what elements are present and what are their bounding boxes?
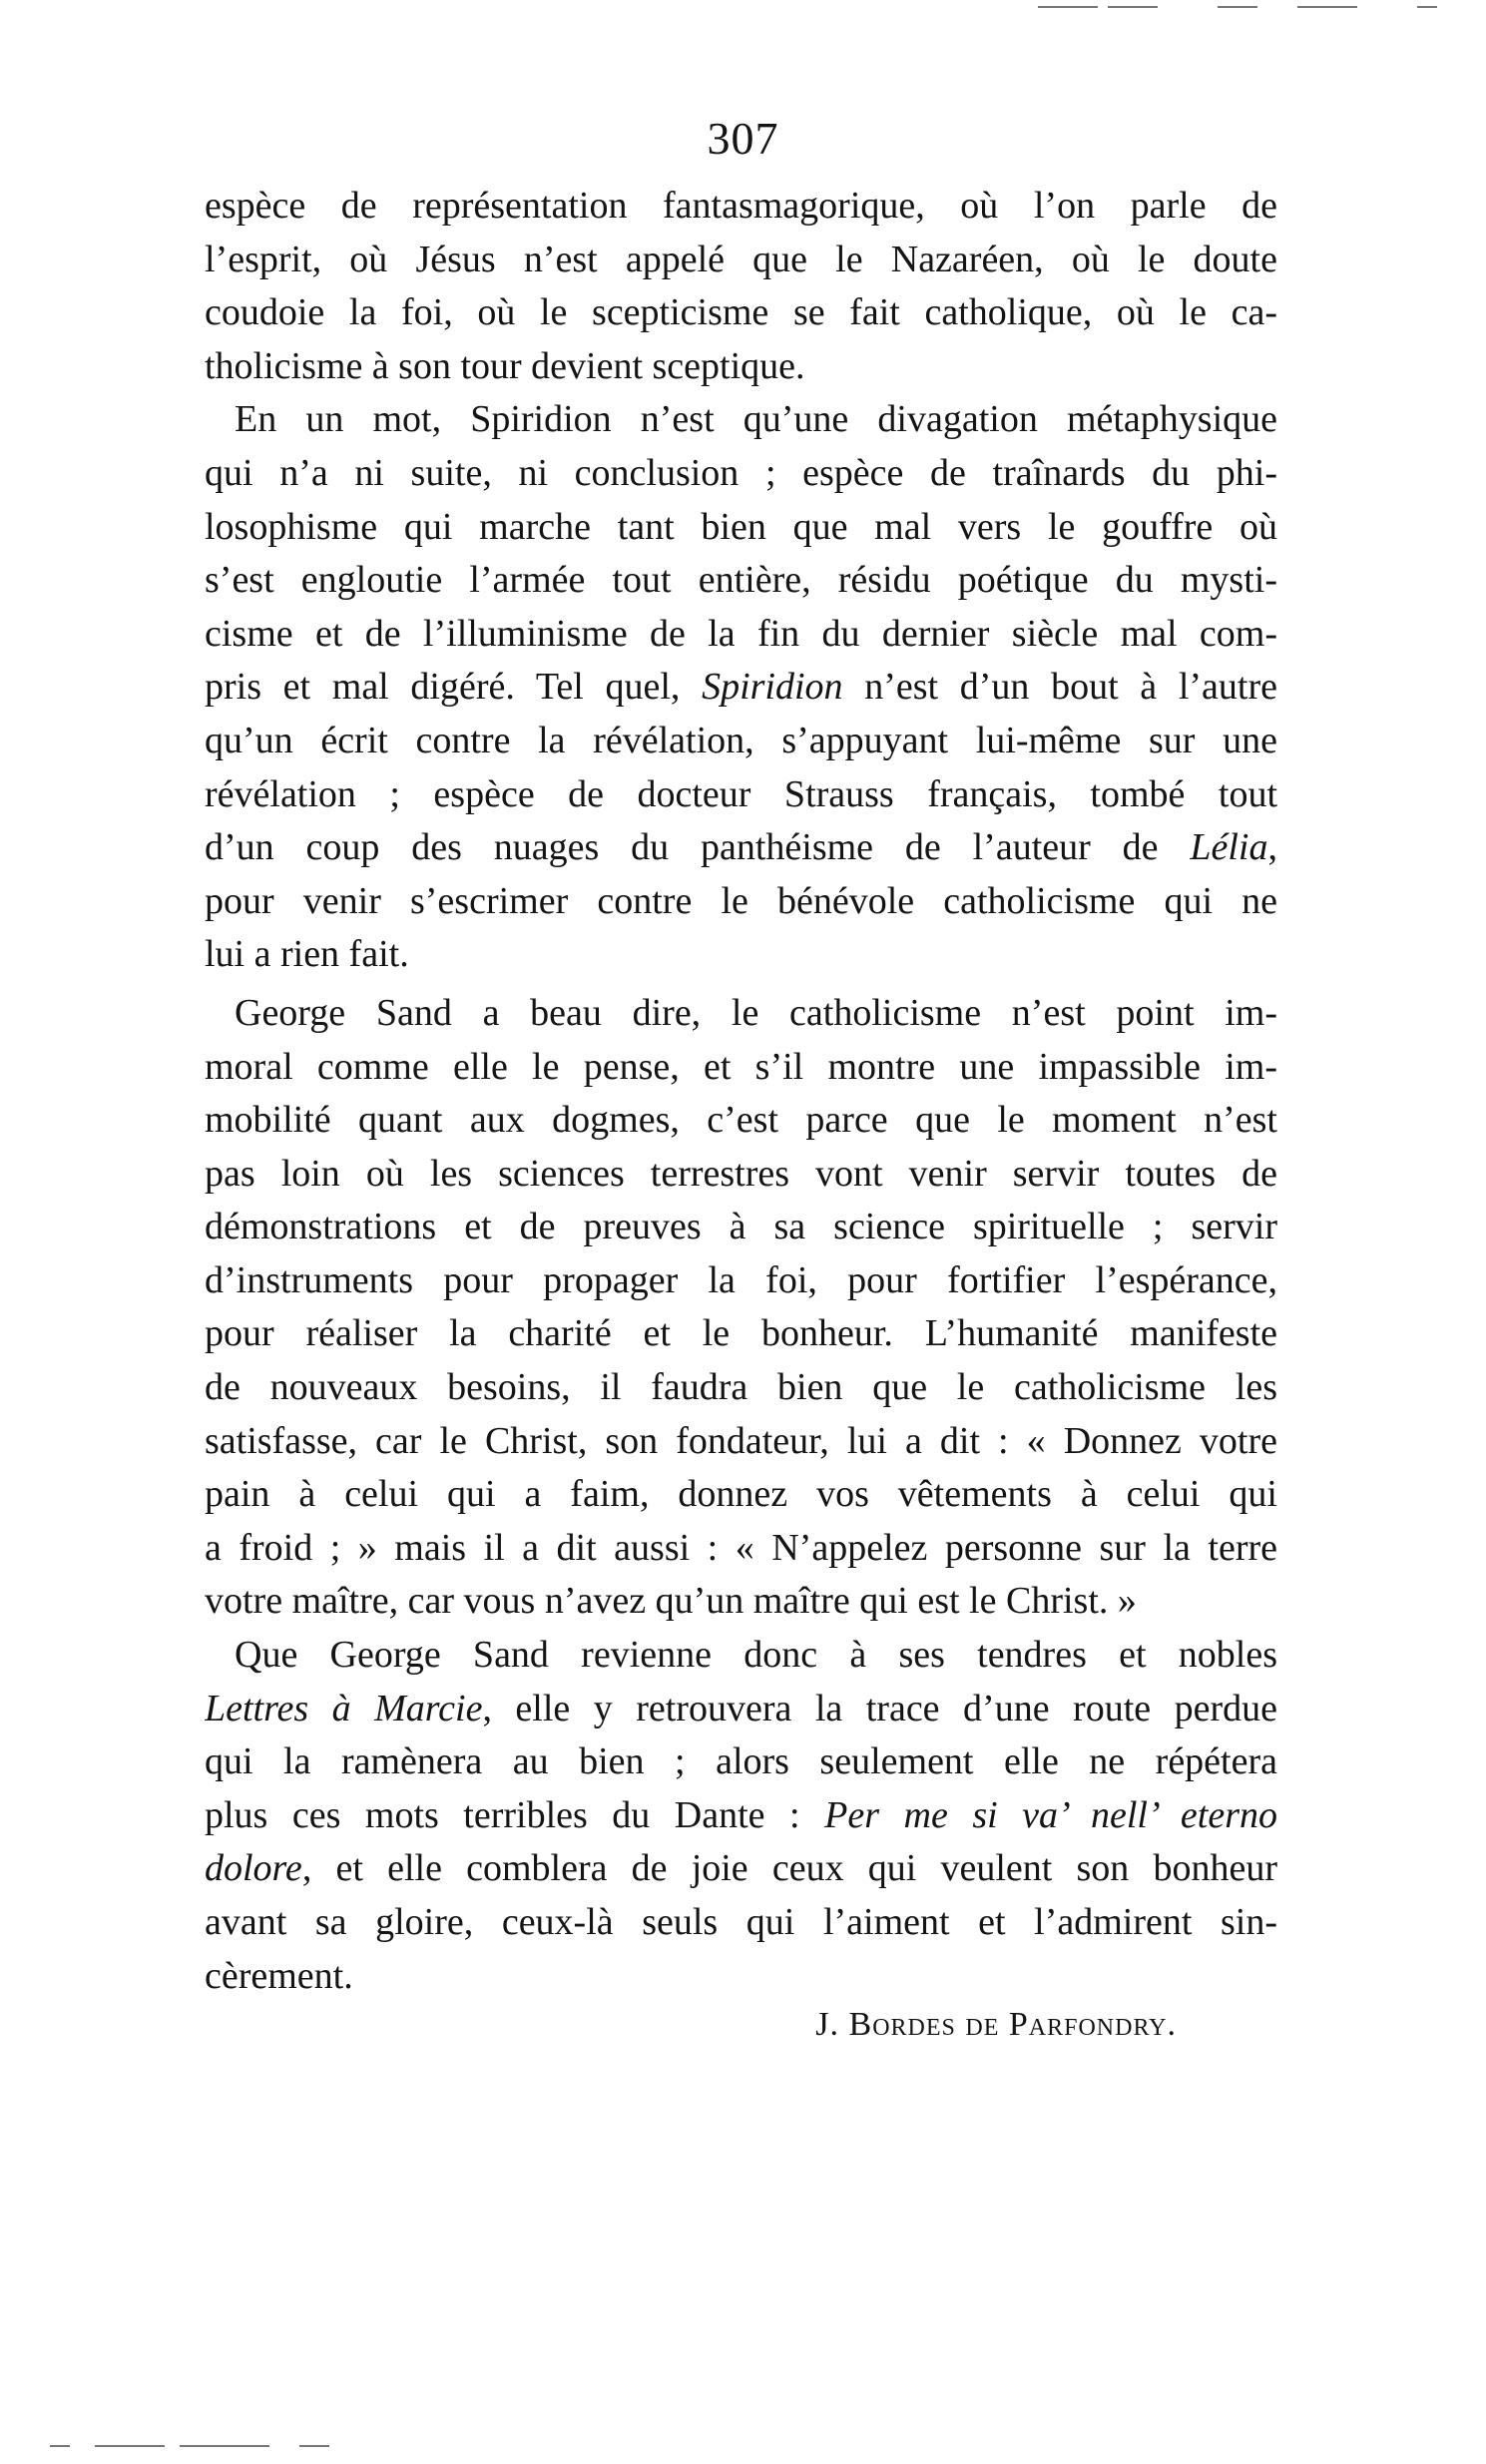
text-line: qu’un écrit contre la révélation, s’appuyant lui-même sur une xyxy=(205,719,1277,761)
text-line: qui la ramènera au bien ; alors seulement elle ne répétera xyxy=(205,1740,1277,1783)
text-line: moral comme elle le pense, et s’il montre une impassible im- xyxy=(205,1045,1277,1088)
text-line: pris et mal digéré. Tel quel, Spiridion n’est d’un bout à l’autre xyxy=(205,666,1277,709)
author-signature: J. Bordes de Parfondry. xyxy=(815,2006,1177,2043)
text-line: pour réaliser la charité et le bonheur. L’humanité manifeste xyxy=(205,1312,1277,1355)
text-line: a froid ; » mais il a dit aussi : « N’appelez personne sur la terre xyxy=(205,1526,1277,1569)
paragraph xyxy=(205,987,1277,1629)
text-line: d’instruments pour propager la foi, pour fortifier l’espérance, xyxy=(205,1258,1277,1301)
text-line: pour venir s’escrimer contre le bénévole catholicisme qui ne xyxy=(205,879,1277,922)
text-line: pain à celui qui a faim, donnez vos vêtements à celui qui xyxy=(205,1473,1277,1516)
text-line: s’est engloutie l’armée tout entière, résidu poétique du mysti- xyxy=(205,559,1277,602)
paragraph xyxy=(205,393,1277,982)
bottom-edge-mark xyxy=(95,2445,165,2447)
text-line: cisme et de l’illuminisme de la fin du dernier siècle mal com- xyxy=(205,612,1277,655)
page-number: 307 xyxy=(707,113,779,164)
text-line: l’esprit, où Jésus n’est appelé que le Nazaréen, où le doute xyxy=(205,238,1277,280)
paragraph xyxy=(205,1629,1277,2003)
text-line: Lettres à Marcie, elle y retrouvera la trace d’une route perdue xyxy=(205,1687,1277,1729)
top-edge-mark xyxy=(1417,6,1437,8)
text-line: losophisme qui marche tant bien que mal vers le gouffre où xyxy=(205,505,1277,548)
body-text xyxy=(205,180,1277,2003)
text-line: tholicisme à son tour devient sceptique. xyxy=(205,344,805,387)
text-line: démonstrations et de preuves à sa science spirituelle ; servir xyxy=(205,1206,1277,1248)
text-line: satisfasse, car le Christ, son fondateur, lui a dit : « Donnez votre xyxy=(205,1419,1277,1462)
top-edge-mark xyxy=(1038,6,1098,8)
text-line: En un mot, Spiridion n’est qu’une divagation métaphysique xyxy=(235,398,1277,441)
text-line: espèce de représentation fantasmagorique, où l’on parle de xyxy=(205,185,1277,227)
text-line: pas loin où les sciences terrestres vont venir servir toutes de xyxy=(205,1152,1277,1195)
text-line: d’un coup des nuages du panthéisme de l’auteur de Lélia, xyxy=(205,826,1277,869)
text-line: votre maître, car vous n’avez qu’un maître qui est le Christ. » xyxy=(205,1580,1137,1623)
top-edge-mark xyxy=(1297,6,1357,8)
text-line: dolore, et elle comblera de joie ceux qui veulent son bonheur xyxy=(205,1847,1277,1890)
text-line: cèrement. xyxy=(205,1954,353,1997)
bottom-edge-mark xyxy=(180,2445,269,2447)
paragraph xyxy=(205,180,1277,393)
text-line: avant sa gloire, ceux-là seuls qui l’aiment et l’admirent sin- xyxy=(205,1901,1277,1943)
text-line: coudoie la foi, où le scepticisme se fait catholique, où le ca- xyxy=(205,291,1277,334)
text-line: qui n’a ni suite, ni conclusion ; espèce de traînards du phi- xyxy=(205,451,1277,494)
bottom-edge-mark xyxy=(299,2445,329,2447)
top-edge-mark xyxy=(1218,6,1257,8)
text-line: plus ces mots terribles du Dante : Per me si va’ nell’ eterno xyxy=(205,1793,1277,1836)
text-line: mobilité quant aux dogmes, c’est parce que le moment n’est xyxy=(205,1099,1277,1142)
bottom-edge-mark xyxy=(50,2445,70,2447)
text-line: lui a rien fait. xyxy=(205,933,409,976)
text-line: de nouveaux besoins, il faudra bien que le catholicisme les xyxy=(205,1366,1277,1409)
text-line: George Sand a beau dire, le catholicisme n’est point im- xyxy=(235,991,1277,1034)
top-edge-mark xyxy=(1108,6,1158,8)
text-line: Que George Sand revienne donc à ses tendres et nobles xyxy=(235,1634,1277,1677)
text-line: révélation ; espèce de docteur Strauss français, tombé tout xyxy=(205,772,1277,815)
